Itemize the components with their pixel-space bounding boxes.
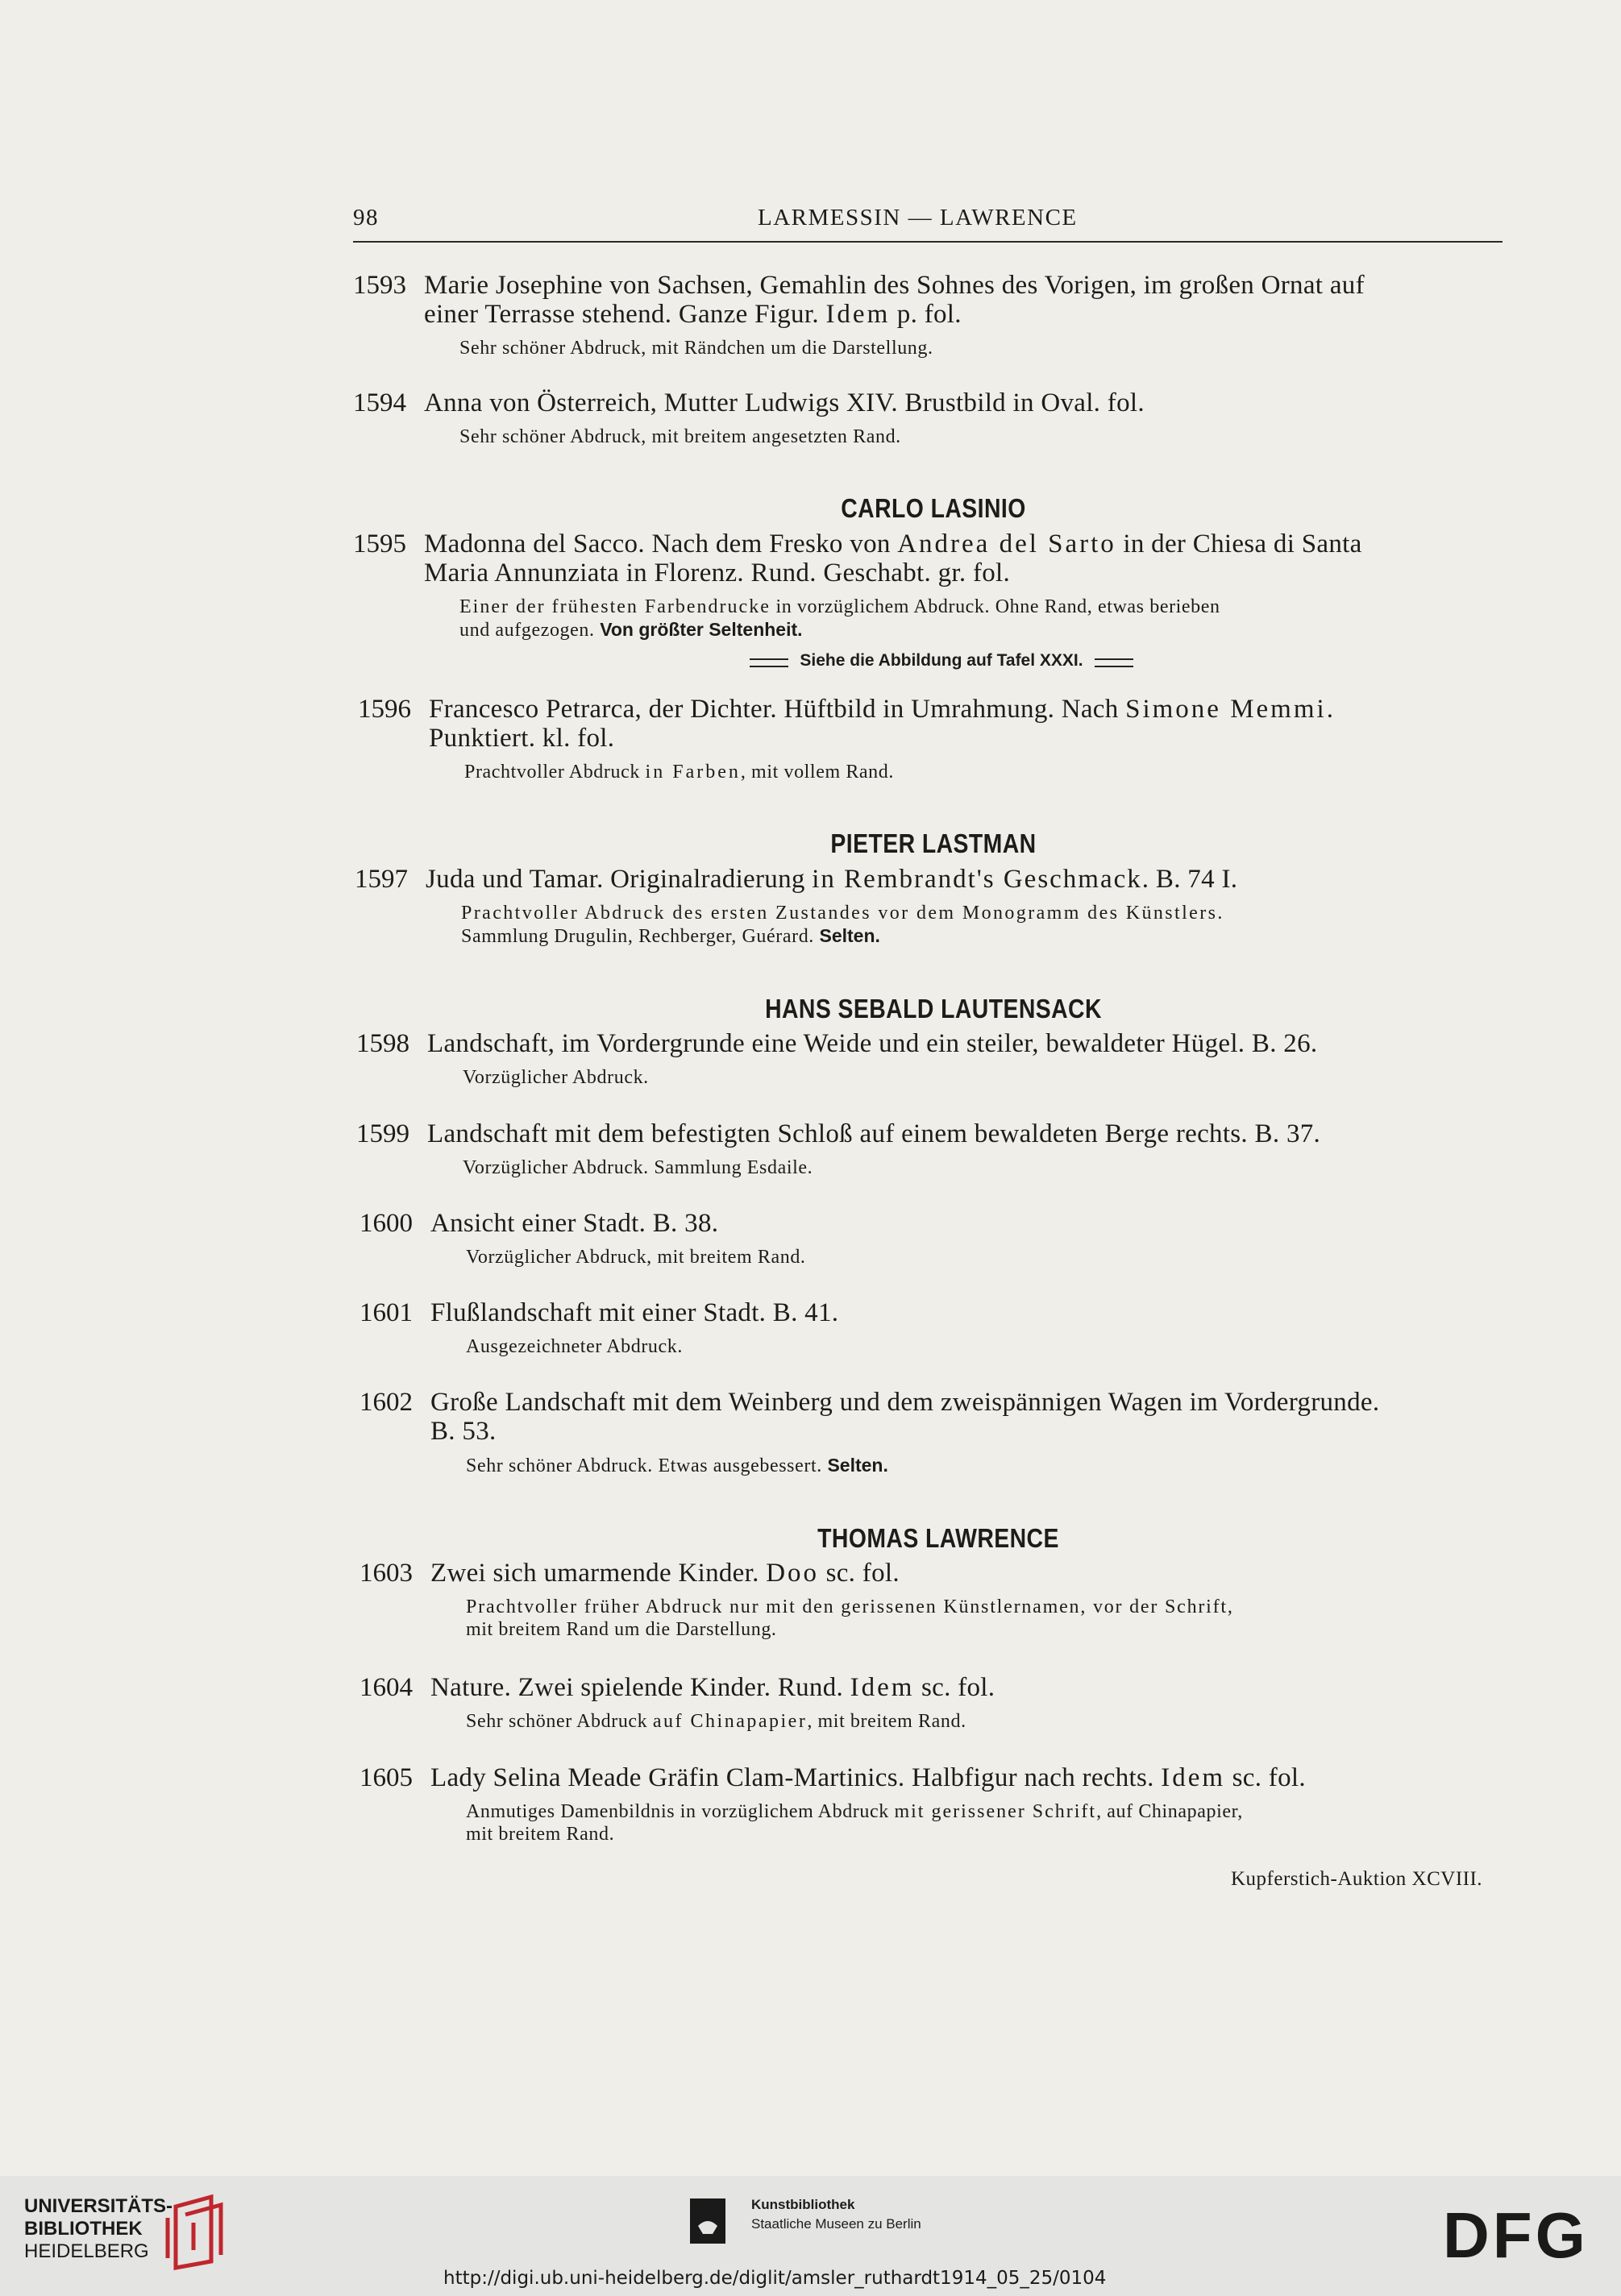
artist-heading: THOMAS LAWRENCE bbox=[817, 1523, 1059, 1553]
running-title: LARMESSIN — LAWRENCE bbox=[758, 205, 1078, 230]
entry-number: 1598 bbox=[356, 1029, 409, 1058]
catalogue-entry-1600 bbox=[360, 1209, 1520, 1268]
entry-note: Sehr schöner Abdruck, mit Rändchen um die Darstellung. bbox=[459, 338, 933, 359]
entry-note: Sehr schöner Abdruck auf Chinapapier, mit breitem Rand. bbox=[466, 1711, 966, 1732]
entry-title-line: Anna von Österreich, Mutter Ludwigs XIV. Brustbild in Oval. fol. bbox=[424, 388, 1145, 417]
entry-note: und aufgezogen. Von größter Seltenheit. bbox=[459, 619, 803, 641]
entry-note: mit breitem Rand um die Darstellung. bbox=[466, 1619, 777, 1640]
entry-number: 1603 bbox=[360, 1559, 413, 1588]
entry-note: Einer der frühesten Farbendrucke in vorzüglichem Abdruck. Ohne Rand, etwas berieben bbox=[459, 596, 1220, 617]
entry-title-line: Francesco Petrarca, der Dichter. Hüftbild in Umrahmung. Nach Simone Memmi. bbox=[429, 695, 1336, 724]
double-rule bbox=[750, 658, 788, 667]
entry-title-line: Flußlandschaft mit einer Stadt. B. 41. bbox=[430, 1298, 839, 1327]
entry-number: 1600 bbox=[360, 1209, 413, 1238]
catalogue-entry-1596 bbox=[358, 695, 1519, 783]
kunstbibliothek-logo[interactable] bbox=[690, 2194, 956, 2258]
entry-title-line: Ansicht einer Stadt. B. 38. bbox=[430, 1209, 719, 1238]
artist-heading: PIETER LASTMAN bbox=[830, 828, 1037, 858]
entry-number: 1597 bbox=[355, 865, 408, 894]
plate-reference-text: Siehe die Abbildung auf Tafel XXXI. bbox=[800, 651, 1083, 670]
uni-name-line: BIBLIOTHEK bbox=[24, 2218, 143, 2240]
catalogue-entry-1602 bbox=[360, 1388, 1520, 1477]
kb-subname: Staatliche Museen zu Berlin bbox=[751, 2216, 921, 2232]
entry-note: mit breitem Rand. bbox=[466, 1824, 615, 1845]
library-footer-bar bbox=[0, 2176, 1621, 2296]
uni-name-line: HEIDELBERG bbox=[24, 2240, 149, 2262]
uni-name-line: UNIVERSITÄTS- bbox=[24, 2195, 173, 2217]
entry-note: Prachtvoller früher Abdruck nur mit den gerissenen Künstlernamen, vor der Schrift, bbox=[466, 1596, 1234, 1617]
catalogue-entry-1599 bbox=[356, 1119, 1517, 1179]
catalogue-entry-1593 bbox=[353, 271, 1514, 359]
entry-title-line: Marie Josephine von Sachsen, Gemahlin des Sohnes des Vorigen, im großen Ornat auf bbox=[424, 271, 1365, 300]
catalogue-entry-1597 bbox=[355, 865, 1515, 948]
kb-name: Kunstbibliothek bbox=[751, 2197, 855, 2212]
catalogue-entry-1605 bbox=[360, 1763, 1520, 1846]
page-number: 98 bbox=[353, 205, 379, 230]
entry-title-line: Maria Annunziata in Florenz. Rund. Geschabt. gr. fol. bbox=[424, 558, 1011, 587]
eagle-emblem-icon bbox=[690, 2198, 725, 2244]
entry-note: Sammlung Drugulin, Rechberger, Guérard. Selten. bbox=[461, 925, 880, 947]
entry-title-line: Juda und Tamar. Originalradierung in Rembrandt's Geschmack. B. 74 I. bbox=[426, 865, 1238, 894]
entry-title-line: B. 53. bbox=[430, 1417, 497, 1446]
uni-heidelberg-logo[interactable] bbox=[0, 2176, 242, 2296]
entry-number: 1605 bbox=[360, 1763, 413, 1792]
entry-title-line: einer Terrasse stehend. Ganze Figur. Idem p. fol. bbox=[424, 300, 962, 329]
catalogue-entry-1595 bbox=[353, 529, 1514, 641]
catalogue-entry-1603 bbox=[360, 1559, 1520, 1641]
catalogue-footer: Kupferstich-Auktion XCVIII. bbox=[1231, 1868, 1483, 1890]
artist-heading: CARLO LASINIO bbox=[841, 493, 1026, 523]
entry-number: 1595 bbox=[353, 529, 406, 558]
entry-title-line: Große Landschaft mit dem Weinberg und dem zweispännigen Wagen im Vordergrunde. bbox=[430, 1388, 1380, 1417]
entry-number: 1601 bbox=[360, 1298, 413, 1327]
dfg-logo[interactable]: DFG bbox=[1443, 2199, 1589, 2271]
entry-note: Vorzüglicher Abdruck. bbox=[463, 1067, 649, 1088]
entry-title-line: Landschaft mit dem befestigten Schloß auf einem bewaldeten Berge rechts. B. 37. bbox=[427, 1119, 1321, 1148]
entry-note: Prachtvoller Abdruck in Farben, mit vollem Rand. bbox=[464, 762, 894, 783]
double-rule bbox=[1095, 658, 1133, 667]
entry-note: Ausgezeichneter Abdruck. bbox=[466, 1336, 683, 1357]
entry-number: 1602 bbox=[360, 1388, 413, 1417]
entry-number: 1596 bbox=[358, 695, 411, 724]
uni-heidelberg-emblem-icon bbox=[161, 2190, 230, 2271]
entry-note: Prachtvoller Abdruck des ersten Zustandes vor dem Monogramm des Künstlers. bbox=[461, 903, 1224, 924]
entry-title-line: Nature. Zwei spielende Kinder. Rund. Idem sc. fol. bbox=[430, 1673, 995, 1702]
header-rule bbox=[353, 241, 1503, 243]
entry-number: 1594 bbox=[353, 388, 406, 417]
entry-title-line: Madonna del Sacco. Nach dem Fresko von Andrea del Sarto in der Chiesa di Santa bbox=[424, 529, 1362, 558]
entry-number: 1599 bbox=[356, 1119, 409, 1148]
entry-title-line: Lady Selina Meade Gräfin Clam-Martinics. Halbfigur nach rechts. Idem sc. fol. bbox=[430, 1763, 1306, 1792]
entry-note: Vorzüglicher Abdruck. Sammlung Esdaile. bbox=[463, 1157, 813, 1178]
entry-title-line: Landschaft, im Vordergrunde eine Weide und ein steiler, bewaldeter Hügel. B. 26. bbox=[427, 1029, 1318, 1058]
catalogue-entry-1604 bbox=[360, 1673, 1520, 1733]
catalogue-entry-1598 bbox=[356, 1029, 1517, 1089]
catalogue-entry-1601 bbox=[360, 1298, 1520, 1358]
plate-reference bbox=[667, 651, 1216, 671]
entry-title-line: Zwei sich umarmende Kinder. Doo sc. fol. bbox=[430, 1559, 900, 1588]
entry-note: Vorzüglicher Abdruck, mit breitem Rand. bbox=[466, 1247, 806, 1268]
entry-note: Sehr schöner Abdruck. Etwas ausgebessert. Selten. bbox=[466, 1455, 888, 1476]
entry-number: 1604 bbox=[360, 1673, 413, 1702]
entry-number: 1593 bbox=[353, 271, 406, 300]
catalogue-entry-1594 bbox=[353, 388, 1514, 448]
permalink-url[interactable]: http://digi.ub.uni-heidelberg.de/diglit/amsler_ruthardt1914_05_25/0104 bbox=[443, 2268, 1107, 2289]
artist-heading: HANS SEBALD LAUTENSACK bbox=[765, 994, 1102, 1023]
entry-note: Anmutiges Damenbildnis in vorzüglichem Abdruck mit gerissener Schrift, auf Chinapapier, bbox=[466, 1801, 1243, 1822]
entry-title-line: Punktiert. kl. fol. bbox=[429, 724, 615, 753]
entry-note: Sehr schöner Abdruck, mit breitem angesetzten Rand. bbox=[459, 426, 901, 447]
